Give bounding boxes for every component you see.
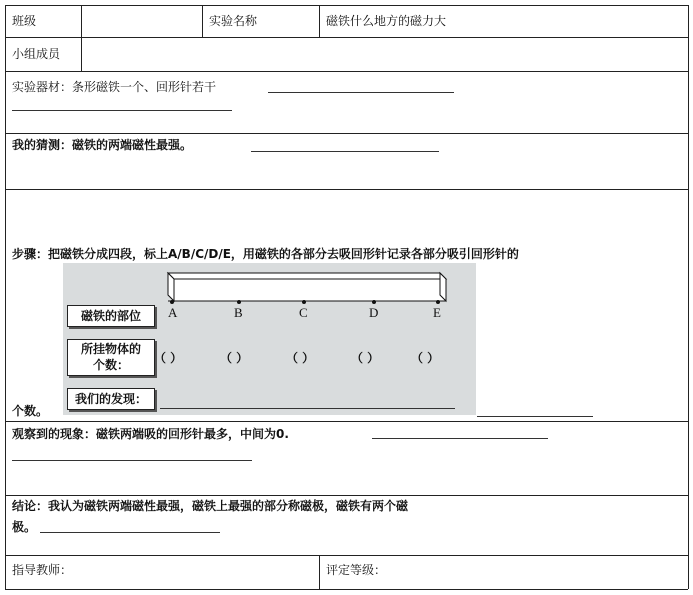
magnet-part-label-text: 磁铁的部位 <box>80 309 141 323</box>
point-c-label: C <box>299 305 308 320</box>
point-b-label: B <box>234 305 243 320</box>
magnet-part-label <box>67 305 155 327</box>
guess-blank-line <box>251 151 439 152</box>
column-divider <box>81 5 82 71</box>
materials-blank-line <box>268 92 454 93</box>
column-divider <box>319 555 320 589</box>
point-a-label: A <box>168 305 178 320</box>
materials-text: 实验器材：条形磁铁一个、回形针若干 <box>12 80 217 94</box>
count-c-blank[interactable]: （ ） <box>286 351 315 365</box>
experiment-name-label: 实验名称 <box>209 14 258 28</box>
row-divider <box>5 71 688 72</box>
point-b-marker <box>237 300 241 304</box>
steps-text: 步骤：把磁铁分成四段，标上A/B/C/D/E，用磁铁的各部分去吸回形针记录各部分吸引回形针的 <box>12 247 519 261</box>
discovery-blank-line <box>160 408 455 409</box>
table-border-top <box>5 5 688 6</box>
count-e-blank[interactable]: （ ） <box>411 351 440 365</box>
discovery-label-text: 我们的发现： <box>74 392 147 406</box>
point-e-marker <box>436 300 440 304</box>
point-d-marker <box>372 300 376 304</box>
count-b-blank[interactable]: （ ） <box>220 351 249 365</box>
column-divider <box>202 5 203 37</box>
conclusion-blank-line <box>40 532 220 533</box>
row-divider <box>5 133 688 134</box>
conclusion-text-line1: 结论：我认为磁铁两端磁性最强，磁铁上最强的部分称磁极，磁铁有两个磁 <box>12 499 409 513</box>
experiment-name-value: 磁铁什么地方的磁力大 <box>326 14 447 28</box>
steps-text-tail: 个数。 <box>12 404 49 418</box>
point-e-label: E <box>433 305 441 320</box>
observation-blank-line <box>12 460 252 461</box>
discovery-label <box>67 388 155 410</box>
materials-blank-line <box>12 110 232 111</box>
guess-text: 我的猜测：磁铁的两端磁性最强。 <box>12 138 193 152</box>
row-divider <box>5 189 688 190</box>
count-d-blank[interactable]: （ ） <box>351 351 380 365</box>
point-d-label: D <box>369 305 379 320</box>
table-border-right <box>688 5 689 589</box>
hanging-count-label-line1: 所挂物体的 <box>80 342 141 356</box>
table-border-bottom <box>5 589 688 590</box>
magnet-figure <box>63 263 476 415</box>
group-members-label: 小组成员 <box>12 47 61 61</box>
grade-label: 评定等级： <box>326 563 387 577</box>
discovery-blank-line <box>477 416 593 417</box>
hanging-count-label <box>67 339 155 376</box>
class-label: 班级 <box>12 14 37 28</box>
instructor-label: 指导教师： <box>12 563 73 577</box>
count-a-blank[interactable]: （ ） <box>154 351 183 365</box>
point-c-marker <box>302 300 306 304</box>
observation-blank-line <box>372 438 548 439</box>
column-divider <box>319 5 320 37</box>
point-a-marker <box>170 300 174 304</box>
table-border-left <box>5 5 6 589</box>
hanging-count-label-line2: 个数： <box>92 358 129 372</box>
row-divider <box>5 421 688 422</box>
observation-text: 观察到的现象：磁铁两端吸的回形针最多，中间为0. <box>12 427 289 441</box>
conclusion-text-line2: 极。 <box>12 520 37 534</box>
row-divider <box>5 495 688 496</box>
row-divider <box>5 37 688 38</box>
row-divider <box>5 555 688 556</box>
